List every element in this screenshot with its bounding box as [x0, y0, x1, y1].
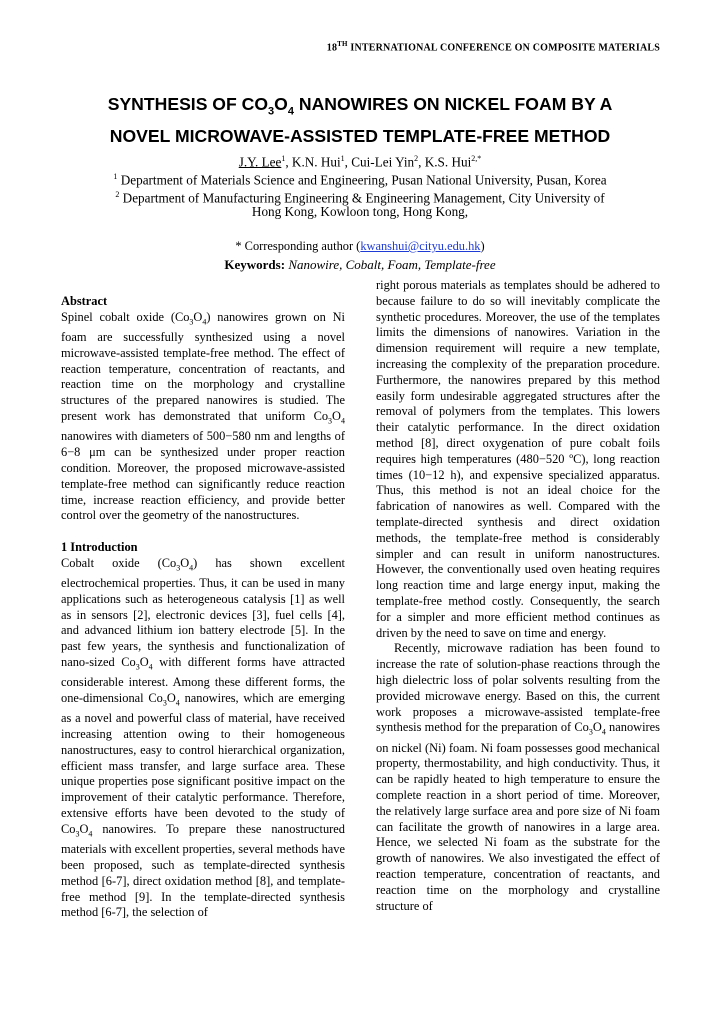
subscript: 3: [162, 698, 167, 708]
subscript: 4: [202, 317, 207, 327]
subscript: 3: [328, 416, 333, 426]
affil-text: Department of Materials Science and Engineering, Pusan National University, Pusan, Korea: [117, 172, 607, 188]
author-affil-mark: 1: [340, 154, 345, 163]
text-run: O: [166, 691, 176, 705]
abstract-heading: Abstract: [61, 294, 108, 308]
title-line-2: NOVEL MICROWAVE-ASSISTED TEMPLATE-FREE METHOD: [109, 125, 611, 146]
affil-mark: 2: [115, 190, 120, 199]
intro-heading: 1 Introduction: [61, 539, 138, 554]
keywords-text: Nanowire, Cobalt, Foam, Template-free: [285, 257, 496, 272]
paragraph-gap: [61, 524, 345, 540]
right-column: [376, 278, 660, 914]
subscript: 4: [341, 416, 345, 426]
conf-name: INTERNATIONAL CONFERENCE ON COMPOSITE MATERIALS: [347, 42, 660, 54]
author-name: J.Y. Lee: [238, 154, 282, 170]
text-run: ) nanowires grown on Ni foam are successfully synthesized using a novel microwave-assisted template-free method. The effect of reaction temperature, concentration of reactants, and reaction time on the morphology and crystalline structures of the prepared nanowires is studied. The present work has demonstrated that uniform Co: [61, 309, 345, 424]
conf-number: 18: [326, 42, 338, 54]
author-name: , K.N. Hui: [285, 154, 341, 170]
text-run: nanowires, which are emerging as a novel and powerful class of material, have received increasing attention owing to their homogeneous nanostructures, easy to control hierarchical organization, efficient mass transfer, and large surface area. These unique properties pose significant positive impact on the improvement of their catalytic performance. Therefore, extensive efforts have been devoted to the study of Co: [61, 691, 345, 836]
email-link[interactable]: kwanshui@cityu.edu.hk: [360, 239, 481, 253]
abstract-paragraph: [61, 310, 345, 524]
body-paragraph: [376, 641, 660, 914]
subscript: 3: [588, 727, 593, 737]
subscript: 4: [175, 698, 180, 708]
subscript: 4: [148, 662, 153, 672]
paper-title: [60, 92, 660, 148]
text-run: Cobalt oxide (Co: [61, 555, 177, 570]
text-run: nanowires on nickel (Ni) foam. Ni foam possesses good mechanical property, thermostability, and high conductivity. Thus, it can be rapidly heated to high temperature to ensure the complete reaction in a short period of time. Moreover, the relatively large surface area and pore size of Ni foam can facilitate the growth of nanowires in a large area. Hence, we selected Ni foam as the substrate for the growth of nanowires. We also investigated the effect of reaction temperature, concentration of reactants, and reaction time on the morphology and crystalline structure of: [376, 720, 660, 913]
text-run: Spinel cobalt oxide (Co: [61, 309, 190, 324]
text-run: O: [139, 654, 149, 669]
keywords: [60, 256, 660, 273]
text-run: O: [79, 821, 89, 836]
title-text: NANOWIRES ON NICKEL FOAM BY A: [293, 94, 613, 114]
text-run: ) has shown excellent electrochemical properties. Thus, it can be used in many applications such as heterogeneous catalysis [1] as well as in sensors [2], electronic devices [3], fuel cells [4], and advanced lithium ion battery electrode [5]. In the past few years, the synthesis and functionalization of nano-sized Co: [61, 555, 345, 669]
subscript: 3: [135, 662, 140, 672]
corr-suffix: ): [480, 239, 485, 253]
author-name: , Cui-Lei Yin: [344, 154, 415, 170]
left-column: [61, 294, 345, 921]
subscript: 4: [189, 563, 194, 573]
conference-header: [327, 40, 660, 53]
affil-text: Department of Manufacturing Engineering & Engineering Management, City University of: [119, 190, 605, 206]
text-run: nanowires with diameters of 500−580 nm and lengths of 6−8 μm can be synthesized under proper reaction condition. Moreover, the proposed microwave-assisted template-free method can significantly reduce reaction time, increase reaction efficiency, and provide better control over the geometry of the nanostructures.: [61, 429, 345, 523]
subscript: 4: [601, 727, 606, 737]
author-affil-mark: 1: [281, 154, 286, 163]
corr-prefix: * Corresponding author (: [235, 239, 361, 253]
text-run: O: [193, 309, 203, 324]
text-run: nanowires. To prepare these nanostructured materials with excellent properties, several methods have been proposed, such as template-directed synthesis method [6-7], direct oxidation method [8], and template-free method [9]. In the template-directed synthesis method [6-7], the selection of: [61, 821, 345, 920]
author-affil-mark: 2,*: [471, 154, 482, 163]
text-run: O: [332, 409, 341, 424]
subscript: 3: [176, 563, 181, 573]
subscript: 3: [75, 829, 80, 839]
text-run: with different forms have attracted considerable interest. Among these different forms, the one-dimensional Co: [61, 654, 345, 705]
subscript: 3: [189, 317, 194, 327]
title-text: O: [274, 94, 288, 114]
author-name: , K.S. Hui: [418, 154, 472, 170]
corresponding-author: [60, 238, 660, 255]
affil-mark: 1: [113, 172, 118, 181]
title-line-1: [60, 92, 660, 124]
author-affil-mark: 2: [414, 154, 419, 163]
keywords-label: Keywords:: [224, 257, 286, 272]
title-text: SYNTHESIS OF CO: [107, 94, 269, 114]
text-run: O: [592, 720, 602, 735]
subscript: 4: [88, 829, 93, 839]
title-subscript: 4: [287, 105, 294, 118]
title-subscript: 3: [268, 105, 275, 118]
body-paragraph: right porous materials as templates should be adhered to because failure to do so will inevitably complicate the synthetic procedures. Moreover, the use of the templates limits the dimensions of nanowires. Variation in the dimension requirement will require a new template, increasing the complexity of the preparation procedure. Furthermore, the nanowires prepared by this method easily form undesirable aggregated structures after the removal of polymers from the templates. This lowers their catalytic performance. In the direct oxidation method [8], direct oxygenation of pure cobalt foils requires high temperatures (480−520 ºC), long reaction times (10−12 h), and expensive specialized apparatus. Thus, this method is not an ideal choice for the fabrication of nanowires as well. Compared with the template-directed synthesis and direct oxidation methods, the template-free method is considerably simpler and can result in uniform nanostructures. However, the conventionally used oven heating requires long reaction time and large energy input, making the template-free method costly. Consequently, the search for a simpler and more efficient method continues as driven by the need to save on time and energy.: [376, 278, 660, 640]
text-run: O: [180, 555, 190, 570]
conf-suffix: TH: [337, 40, 348, 48]
text-run: Recently, microwave radiation has been found to increase the rate of solution-phase reactions through the high dielectric loss of polar solvents resulting from the provided microwave energy. Based on this, the current work proposes a microwave-assisted template-free synthesis method for the preparation of Co: [376, 641, 660, 735]
intro-paragraph: [61, 556, 345, 921]
affiliation-2-continued: Hong Kong, Kowloon tong, Hong Kong,: [251, 204, 469, 219]
